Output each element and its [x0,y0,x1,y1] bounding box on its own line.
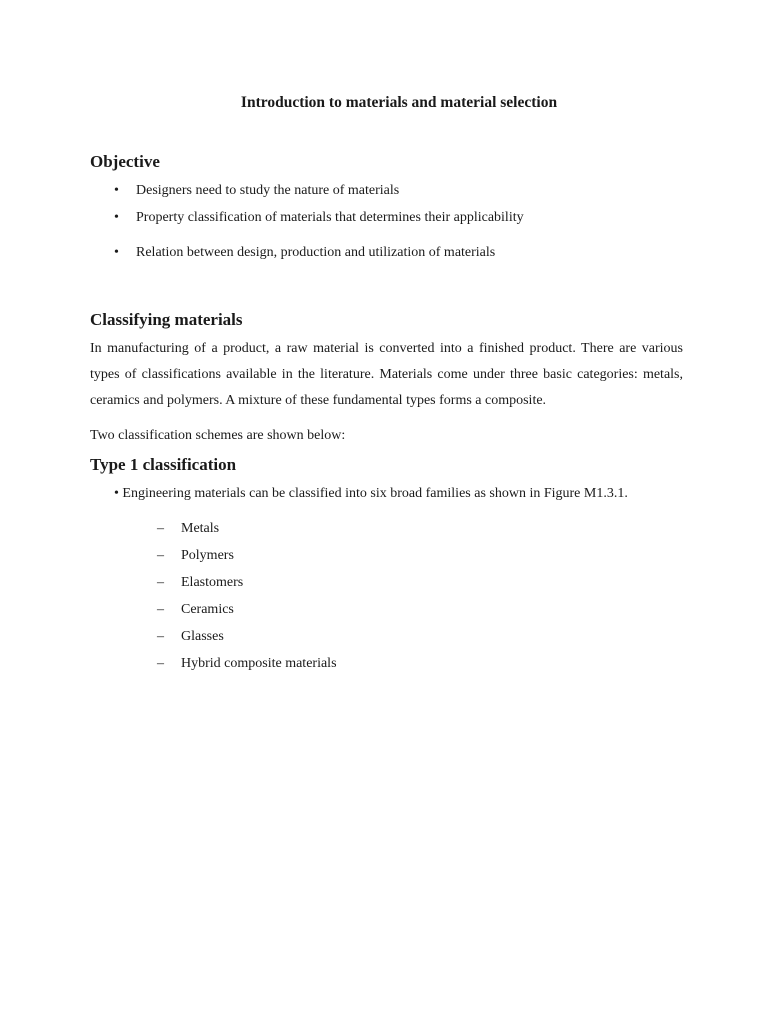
family-item-text: Ceramics [181,602,234,617]
objective-item-text: Property classification of materials that determines their applicability [136,210,524,225]
family-item [157,629,224,645]
family-item [157,656,337,672]
objective-item-text: Relation between design, production and utilization of materials [136,245,496,260]
family-item [157,575,243,591]
document-title: Introduction to materials and material selection [240,94,558,111]
bullet-icon: • [114,210,119,225]
bullet-icon: • [114,183,119,198]
dash-icon: – [157,548,164,563]
type1-heading: Type 1 classification [90,455,237,474]
schemes-line: Two classification schemes are shown below: [90,428,346,443]
dash-icon: – [157,602,164,617]
family-item [157,521,219,537]
objective-item [114,183,399,199]
objective-item [114,245,495,261]
objective-item [114,210,524,226]
family-item-text: Metals [181,521,220,536]
family-item-text: Hybrid composite materials [181,656,337,671]
type1-intro: • Engineering materials can be classified into six broad families as shown in Figure M1.3.1. [114,486,628,501]
bullet-icon: • [114,245,119,260]
objective-heading: Objective [90,152,160,171]
family-item-text: Polymers [181,548,234,563]
family-item-text: Glasses [181,629,224,644]
classifying-heading: Classifying materials [90,310,243,329]
family-item [157,548,234,564]
family-item [157,602,234,618]
classifying-paragraph: In manufacturing of a product, a raw material is converted into a finished product. There are various types of classifications available in the literature. Materials come under three basic categories: metals, ceramics and polymers. A mixture of these fundamental types forms a composite. [90,341,683,408]
objective-item-text: Designers need to study the nature of materials [136,183,400,198]
dash-icon: – [157,629,164,644]
family-item-text: Elastomers [181,575,244,590]
dash-icon: – [157,521,164,536]
dash-icon: – [157,575,164,590]
dash-icon: – [157,656,164,671]
